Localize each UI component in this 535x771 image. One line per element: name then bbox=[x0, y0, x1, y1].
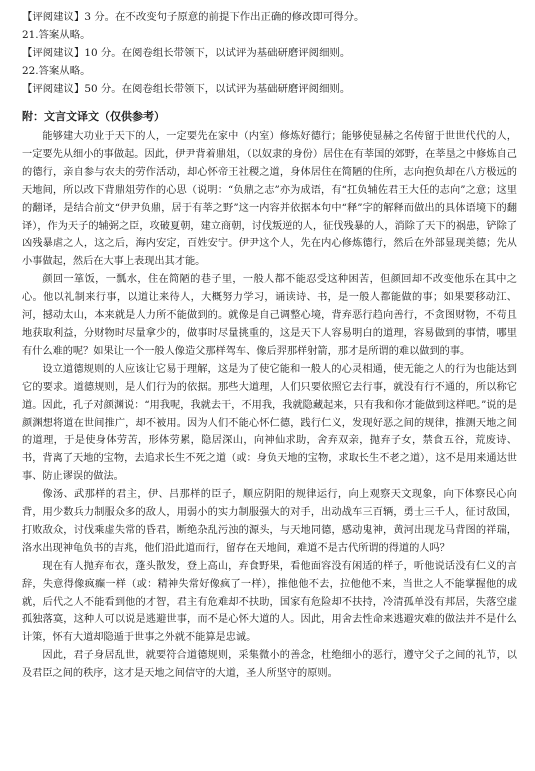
translation-paragraph-6: 因此，君子身居乱世，就要符合道德规则，采集微小的善念，杜绝细小的恶行，遵守父子之间的礼节，以及君臣之间的秩序，这才是天地之间信守的大道，圣人所坚守的原则。 bbox=[22, 650, 517, 680]
scoring-note-21: 【评阅建议】10 分。在阅卷组长带领下，以试评为基础研磨评阅细则。 bbox=[22, 47, 351, 59]
scoring-note-22: 【评阅建议】50 分。在阅卷组长带领下，以试评为基础研磨评阅细则。 bbox=[22, 83, 351, 95]
appendix-title: 附：文言文译文（仅供参考） bbox=[22, 110, 165, 123]
translation-paragraph-3: 设立道德规则的人应该让它易于理解，这是为了使它能和一般人的心灵相通，使无能之人的行为也能达到它的要求。道德规则，是人们行为的依据。那些大道理，人们只要依照它去行事，就没有行不通的，所以称它道。因此，孔子对颜渊说：“用我呢，我就去干，不用我，我就隐藏起来，只有我和你才能做到这样吧。”说的是颜渊想将道在世间推广，却不被用。因为人们不能心怀仁德，践行仁义，发现好恶之间的规律，推测天地之间的道理，于是使身体劳苦，形体劳累，隐居深山，向神仙求助，舍弃双亲，抛弃子女，禁食五谷，荒废诗、书，背离了天地的宝物，去追求长生不死之道（或：身负天地的宝物，求取长生不老之道），这不是用来通达世事、防止谬误的做法。 bbox=[22, 363, 517, 483]
translation-paragraph-4: 像汤、武那样的君主，伊、吕那样的臣子，顺应阴阳的规律运行，向上观察天文现象，向下体察民心向背，用少数兵力制服众多的敌人，用弱小的实力制服强大的对手，出动战车三百辆，勇士三千人，征讨敌国，打败敌众，讨伐乘虚失常的昏君，断绝杂乱污浊的源头，与天地同德，感动鬼神，黄河出现龙马背图的祥瑞，洛水出现神龟负书的吉兆，他们沿此道而行，留存在天地间，难道不是古代所谓的得道的人吗？ bbox=[22, 489, 517, 554]
answer-22: 22.答案从略。 bbox=[22, 65, 91, 77]
answer-21: 21.答案从略。 bbox=[22, 29, 91, 41]
scoring-note-20: 【评阅建议】3 分。在不改变句子原意的前提下作出正确的修改即可得分。 bbox=[22, 11, 365, 23]
translation-paragraph-1: 能够建大功业于天下的人，一定要先在家中（内室）修炼好德行；能够使显赫之名传留于世世代代的人，一定要先从细小的事做起。因此，伊尹背着鼎俎，（以奴隶的身份）居住在有莘国的郊野，在莘垦之中修炼自己的德行，亲自参与农夫的劳作活动，却心怀帝王社稷之道，身体居住在简陋的住所，志向抱负却在八方极远的天地间，所以改下背鼎俎劳作的心思（说明：“负鼎之志”亦为成语，有“扛负辅佐君王大任的志向”之意；这里的翻译，是结合前文“伊尹负鼎，居于有莘之野”这一内容并依据本句中“释”字的解释而做出的具体语境下的翻译），作为天子的辅弼之臣，攻破夏朝，建立商朝，讨伐叛逆的人，征伐残暴的人，消除了天下的祸患，铲除了凶残暴虐之人，这之后，海内安定，百姓安宁。伊尹这个人，先在内心修炼德行，然后在外部显现美德；先从小事做起，然后在大事上表现出其才能。 bbox=[22, 131, 517, 268]
translation-paragraph-2: 颜回一箪饭，一瓢水，住在简陋的巷子里，一般人都不能忍受这种困苦，但颜回却不改变他乐在其中之心。他以礼制来行事，以道让来待人，大概努力学习，诵读诗、书，是一般人都能做的事；如果要移动江、河，撼动太山，本来就是人力所不能做到的。就像是自己调整心境，背弃恶行趋向善行，不贪图财物，不苟且地获取利益，分财物时尽量拿少的，做事时尽量挑重的，这是天下人容易明白的道理，容易做到的事情，哪里有什么难的呢？如果让一个一般人像造父那样驾车、像后羿那样射箭，那才是所谓的难以做到的事。 bbox=[22, 274, 517, 357]
translation-paragraph-5: 现在有人抛弃布衣，蓬头散发，登上高山，弃食野果，看他面容没有闲适的样子，听他说话没有仁义的言辞，失意得像疯癫一样（或：精神失常好像疯了一样），推他他不去，拉他他不来，当世之人不能掌握他的成就，后代之人不能看到他的才智，君主有危难却不扶助，国家有危险却不扶持，冷清孤单没有邦居，失落空虚孤独落寞，这种人可以说是逃避世事，而不是心怀大道的人。因此，用舍去性命来逃避灾难的做法并不是什么计策，怀有大道却隐遁于世事之外就不能算是忠诚。 bbox=[22, 560, 517, 644]
